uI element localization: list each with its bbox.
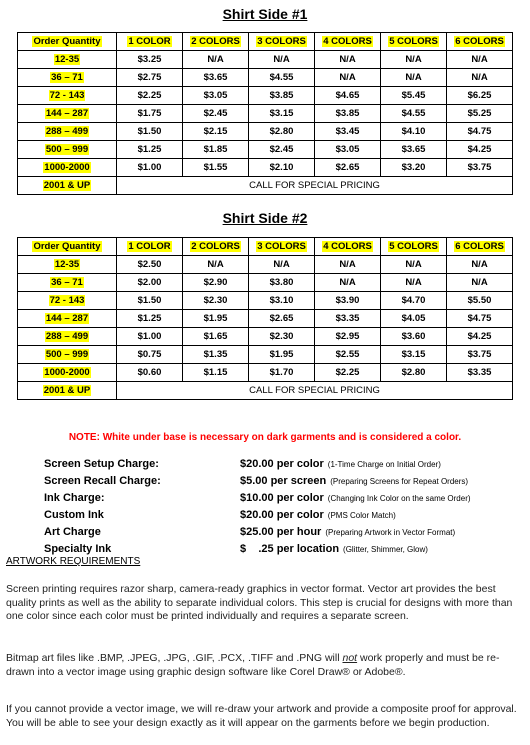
quantity-label: 1000-2000 bbox=[44, 162, 90, 173]
price-cell: $2.80 bbox=[249, 123, 315, 141]
column-header-label: 6 COLORS bbox=[455, 36, 504, 47]
column-header bbox=[447, 238, 513, 256]
charge-row bbox=[44, 509, 524, 526]
price-cell: $2.30 bbox=[183, 292, 249, 310]
column-header bbox=[447, 33, 513, 51]
quantity-cell bbox=[18, 256, 117, 274]
price-cell: $2.65 bbox=[315, 159, 381, 177]
charge-detail: (Changing Ink Color on the same Order) bbox=[327, 494, 471, 503]
price-cell: N/A bbox=[447, 51, 513, 69]
price-cell: N/A bbox=[447, 69, 513, 87]
price-cell: $3.85 bbox=[315, 105, 381, 123]
price-row bbox=[18, 141, 513, 159]
price-cell: $3.05 bbox=[183, 87, 249, 105]
price-cell: $1.00 bbox=[117, 159, 183, 177]
quantity-cell bbox=[18, 87, 117, 105]
quantity-label: 1000-2000 bbox=[44, 367, 90, 378]
charge-amount: $20.00 per color bbox=[240, 509, 324, 521]
quantity-label: 288 – 499 bbox=[45, 331, 89, 342]
column-header bbox=[381, 238, 447, 256]
charge-detail: (Preparing Screens for Repeat Orders) bbox=[330, 477, 469, 486]
price-cell: $3.85 bbox=[249, 87, 315, 105]
price-cell: N/A bbox=[315, 51, 381, 69]
price-cell: $1.50 bbox=[117, 292, 183, 310]
price-cell: $2.55 bbox=[315, 346, 381, 364]
quantity-label: 72 - 143 bbox=[49, 295, 85, 306]
price-row bbox=[18, 87, 513, 105]
artwork-paragraph-2 bbox=[6, 652, 524, 679]
quantity-cell bbox=[18, 382, 117, 400]
charge-amount: $25.00 per hour bbox=[240, 526, 322, 538]
price-cell: $3.15 bbox=[381, 346, 447, 364]
price-cell: $2.25 bbox=[117, 87, 183, 105]
price-cell: N/A bbox=[315, 69, 381, 87]
price-cell: $3.15 bbox=[249, 105, 315, 123]
column-header bbox=[249, 33, 315, 51]
side1-price-table bbox=[17, 32, 513, 195]
charge-label: Screen Setup Charge: bbox=[44, 458, 159, 470]
quantity-label: 12-35 bbox=[54, 259, 80, 270]
quantity-cell bbox=[18, 51, 117, 69]
price-cell: N/A bbox=[447, 256, 513, 274]
price-cell: $3.80 bbox=[249, 274, 315, 292]
price-cell: $1.65 bbox=[183, 328, 249, 346]
price-cell: $4.55 bbox=[249, 69, 315, 87]
price-cell: $1.25 bbox=[117, 141, 183, 159]
artwork-paragraph-1: Screen printing requires razor sharp, camera-ready graphics in vector format. Vector art provides the best quality prints as well as the ability to separate individual colors. This step is crucial for designs with more than one color since each color must be printed individually and requires a separate screen. bbox=[6, 583, 513, 622]
price-cell: $2.30 bbox=[249, 328, 315, 346]
price-cell: $4.75 bbox=[447, 310, 513, 328]
price-cell: $1.35 bbox=[183, 346, 249, 364]
price-cell: $3.60 bbox=[381, 328, 447, 346]
price-cell: $2.65 bbox=[249, 310, 315, 328]
charge-detail: (1-Time Charge on Initial Order) bbox=[327, 460, 441, 469]
price-cell: $1.75 bbox=[117, 105, 183, 123]
quantity-label: 144 – 287 bbox=[45, 313, 89, 324]
price-cell: $3.45 bbox=[315, 123, 381, 141]
quantity-cell bbox=[18, 274, 117, 292]
quantity-label: 36 – 71 bbox=[51, 277, 83, 288]
column-header bbox=[183, 238, 249, 256]
price-cell: $3.25 bbox=[117, 51, 183, 69]
price-cell: $2.45 bbox=[183, 105, 249, 123]
charge-amount: $ .25 per location bbox=[240, 543, 340, 555]
side2-price-table bbox=[17, 237, 513, 400]
column-header bbox=[18, 33, 117, 51]
price-cell: $2.75 bbox=[117, 69, 183, 87]
charge-row bbox=[44, 492, 524, 509]
price-cell: N/A bbox=[315, 274, 381, 292]
header-row bbox=[18, 33, 513, 51]
quantity-cell bbox=[18, 328, 117, 346]
price-cell: $4.75 bbox=[447, 123, 513, 141]
price-cell: $1.70 bbox=[249, 364, 315, 382]
price-cell: $0.75 bbox=[117, 346, 183, 364]
artwork-paragraph-2-emphasis: not bbox=[342, 652, 358, 664]
side2-title: Shirt Side #2 bbox=[222, 210, 308, 226]
artwork-paragraph-2-end: work properly and must be re-drawn into a vector image using graphic design software like Corel Draw® or Adobe®. bbox=[6, 652, 500, 678]
price-cell: $1.95 bbox=[183, 310, 249, 328]
price-row bbox=[18, 274, 513, 292]
column-header-label: 3 COLORS bbox=[257, 36, 306, 47]
price-cell: $3.75 bbox=[447, 159, 513, 177]
column-header bbox=[117, 33, 183, 51]
price-cell: $6.25 bbox=[447, 87, 513, 105]
column-header-label: 2 COLORS bbox=[191, 36, 240, 47]
charge-label: Art Charge bbox=[44, 526, 101, 538]
price-cell: $1.00 bbox=[117, 328, 183, 346]
price-cell: $4.25 bbox=[447, 328, 513, 346]
price-cell: $4.70 bbox=[381, 292, 447, 310]
column-header bbox=[315, 33, 381, 51]
quantity-cell bbox=[18, 105, 117, 123]
price-cell: $4.55 bbox=[381, 105, 447, 123]
price-cell: $2.15 bbox=[183, 123, 249, 141]
price-cell: $0.60 bbox=[117, 364, 183, 382]
price-cell: $3.65 bbox=[183, 69, 249, 87]
charge-row bbox=[44, 526, 524, 543]
artwork-paragraph-3: If you cannot provide a vector image, we will re-draw your artwork and provide a composite proof for approval. You will be able to see your design exactly as it will appear on the garments before we begin production. bbox=[6, 703, 517, 729]
price-cell: N/A bbox=[183, 256, 249, 274]
price-cell: $4.65 bbox=[315, 87, 381, 105]
price-cell: $3.65 bbox=[381, 141, 447, 159]
charge-amount-group bbox=[240, 543, 428, 555]
price-cell: $2.00 bbox=[117, 274, 183, 292]
charge-amount-group bbox=[240, 526, 455, 538]
charge-detail: (Glitter, Shimmer, Glow) bbox=[343, 545, 428, 554]
price-cell: $3.10 bbox=[249, 292, 315, 310]
price-cell: $3.90 bbox=[315, 292, 381, 310]
column-header-label: 5 COLORS bbox=[389, 241, 438, 252]
special-pricing-row bbox=[18, 382, 513, 400]
price-row bbox=[18, 328, 513, 346]
price-cell: $1.55 bbox=[183, 159, 249, 177]
charge-detail: (Preparing Artwork in Vector Format) bbox=[325, 528, 456, 537]
price-cell: $2.25 bbox=[315, 364, 381, 382]
quantity-cell bbox=[18, 177, 117, 195]
quantity-label: 2001 & UP bbox=[43, 180, 91, 191]
price-cell: $3.05 bbox=[315, 141, 381, 159]
white-underbase-note: NOTE: White under base is necessary on dark garments and is considered a color. bbox=[68, 432, 462, 443]
price-cell: $2.80 bbox=[381, 364, 447, 382]
quantity-cell bbox=[18, 310, 117, 328]
column-header bbox=[249, 238, 315, 256]
charge-label: Specialty Ink bbox=[44, 543, 112, 555]
column-header bbox=[117, 238, 183, 256]
price-cell: N/A bbox=[381, 256, 447, 274]
column-header-label: 1 COLOR bbox=[128, 36, 171, 47]
quantity-label: 288 – 499 bbox=[45, 126, 89, 137]
price-cell: $2.50 bbox=[117, 256, 183, 274]
quantity-label: 12-35 bbox=[54, 54, 80, 65]
charge-label: Screen Recall Charge: bbox=[44, 475, 161, 487]
charge-amount: $20.00 per color bbox=[240, 458, 324, 470]
charge-label: Ink Charge: bbox=[44, 492, 105, 504]
quantity-cell bbox=[18, 141, 117, 159]
price-row bbox=[18, 123, 513, 141]
price-cell: $5.25 bbox=[447, 105, 513, 123]
column-header-label: 3 COLORS bbox=[257, 241, 306, 252]
charge-amount-group bbox=[240, 475, 468, 487]
price-row bbox=[18, 256, 513, 274]
price-cell: $1.50 bbox=[117, 123, 183, 141]
quantity-cell bbox=[18, 123, 117, 141]
column-header bbox=[183, 33, 249, 51]
charge-row bbox=[44, 458, 524, 475]
column-header bbox=[315, 238, 381, 256]
quantity-label: 2001 & UP bbox=[43, 385, 91, 396]
price-row bbox=[18, 310, 513, 328]
price-cell: N/A bbox=[315, 256, 381, 274]
quantity-label: 144 – 287 bbox=[45, 108, 89, 119]
charge-row bbox=[44, 475, 524, 492]
charge-amount-group bbox=[240, 492, 471, 504]
price-cell: $3.75 bbox=[447, 346, 513, 364]
charge-amount-group bbox=[240, 458, 441, 470]
quantity-label: 500 – 999 bbox=[45, 349, 89, 360]
column-header-label: Order Quantity bbox=[33, 36, 101, 47]
price-cell: $1.95 bbox=[249, 346, 315, 364]
charge-detail: (PMS Color Match) bbox=[327, 511, 396, 520]
price-cell: N/A bbox=[183, 51, 249, 69]
special-pricing-cell: CALL FOR SPECIAL PRICING bbox=[117, 382, 513, 400]
charge-label: Custom Ink bbox=[44, 509, 104, 521]
price-cell: $5.45 bbox=[381, 87, 447, 105]
price-cell: N/A bbox=[447, 274, 513, 292]
charge-amount-group bbox=[240, 509, 396, 521]
quantity-label: 72 - 143 bbox=[49, 90, 85, 101]
price-cell: N/A bbox=[249, 256, 315, 274]
price-row bbox=[18, 346, 513, 364]
column-header-label: 6 COLORS bbox=[455, 241, 504, 252]
charge-amount: $5.00 per screen bbox=[240, 475, 327, 487]
price-cell: N/A bbox=[381, 51, 447, 69]
price-row bbox=[18, 292, 513, 310]
price-cell: N/A bbox=[381, 274, 447, 292]
quantity-label: 36 – 71 bbox=[51, 72, 83, 83]
price-row bbox=[18, 364, 513, 382]
price-cell: $4.05 bbox=[381, 310, 447, 328]
column-header-label: 1 COLOR bbox=[128, 241, 171, 252]
column-header-label: 4 COLORS bbox=[323, 36, 372, 47]
price-cell: $4.25 bbox=[447, 141, 513, 159]
special-pricing-cell: CALL FOR SPECIAL PRICING bbox=[117, 177, 513, 195]
price-row bbox=[18, 69, 513, 87]
quantity-cell bbox=[18, 292, 117, 310]
price-cell: $2.45 bbox=[249, 141, 315, 159]
price-cell: $2.95 bbox=[315, 328, 381, 346]
column-header-label: 2 COLORS bbox=[191, 241, 240, 252]
price-cell: $2.10 bbox=[249, 159, 315, 177]
price-cell: $3.35 bbox=[447, 364, 513, 382]
price-cell: $2.90 bbox=[183, 274, 249, 292]
price-cell: N/A bbox=[249, 51, 315, 69]
column-header-label: 4 COLORS bbox=[323, 241, 372, 252]
price-cell: $1.85 bbox=[183, 141, 249, 159]
special-pricing-row bbox=[18, 177, 513, 195]
quantity-cell bbox=[18, 159, 117, 177]
price-cell: $3.35 bbox=[315, 310, 381, 328]
column-header-label: 5 COLORS bbox=[389, 36, 438, 47]
quantity-label: 500 – 999 bbox=[45, 144, 89, 155]
artwork-requirements-heading: ARTWORK REQUIREMENTS bbox=[6, 556, 141, 567]
price-row bbox=[18, 51, 513, 69]
quantity-cell bbox=[18, 69, 117, 87]
charge-amount: $10.00 per color bbox=[240, 492, 324, 504]
price-row bbox=[18, 105, 513, 123]
price-cell: $5.50 bbox=[447, 292, 513, 310]
quantity-cell bbox=[18, 346, 117, 364]
side1-title: Shirt Side #1 bbox=[222, 6, 308, 22]
quantity-cell bbox=[18, 364, 117, 382]
column-header bbox=[381, 33, 447, 51]
artwork-paragraph-2-start: Bitmap art files like .BMP, .JPEG, .JPG, .GIF, .PCX, .TIFF and .PNG will bbox=[6, 652, 343, 664]
column-header bbox=[18, 238, 117, 256]
price-cell: $1.25 bbox=[117, 310, 183, 328]
price-cell: N/A bbox=[381, 69, 447, 87]
header-row bbox=[18, 238, 513, 256]
price-cell: $3.20 bbox=[381, 159, 447, 177]
column-header-label: Order Quantity bbox=[33, 241, 101, 252]
price-cell: $1.15 bbox=[183, 364, 249, 382]
price-cell: $4.10 bbox=[381, 123, 447, 141]
price-row bbox=[18, 159, 513, 177]
